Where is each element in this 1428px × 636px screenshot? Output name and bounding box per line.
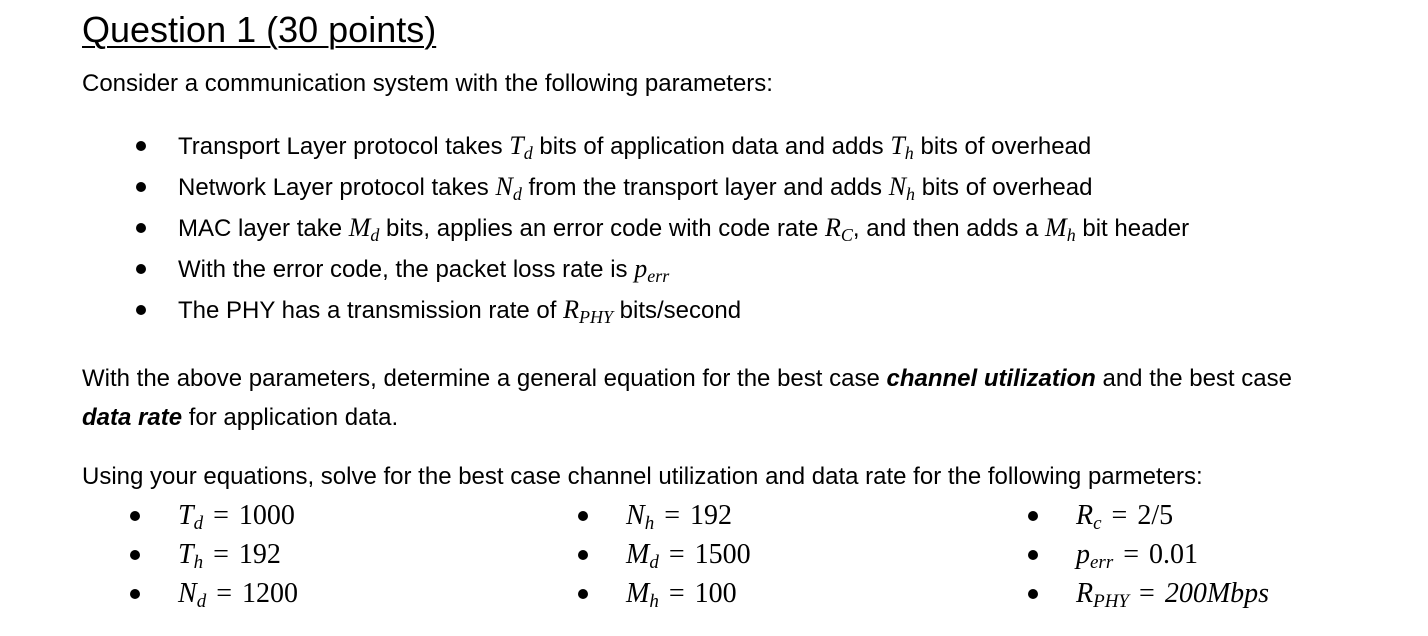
math-var: $M_h$ xyxy=(1045,213,1076,245)
bullet-icon xyxy=(1028,550,1038,560)
value-column-2 xyxy=(530,496,751,613)
bullet-icon xyxy=(136,141,146,151)
emphasis-channel-utilization: channel utilization xyxy=(886,365,1096,392)
math-var: $N_h$ xyxy=(888,172,916,204)
bullet-icon xyxy=(136,223,146,233)
bullet-icon xyxy=(136,182,146,192)
bullet-icon xyxy=(1028,511,1038,521)
parameter-item-loss: With the error code, the packet loss rate is $p_{err}$ xyxy=(82,249,1412,290)
bullet-icon xyxy=(578,550,588,560)
bullet-icon xyxy=(578,589,588,599)
value-item: $M_d = 1500$ xyxy=(530,535,751,574)
bullet-icon xyxy=(136,264,146,274)
question-title: Question 1 (30 points) xyxy=(82,9,437,50)
parameter-item-transport: Transport Layer protocol takes $T_d$ bits of application data and adds $T_h$ bits of overhead xyxy=(82,126,1412,167)
math-var: $M_d$ xyxy=(348,213,380,245)
value-column-1 xyxy=(82,496,298,613)
question-document xyxy=(82,8,1412,493)
math-var: $p_{err}$ xyxy=(634,254,670,286)
math-var: $R_{PHY}$ xyxy=(563,295,613,327)
parameter-item-phy: The PHY has a transmission rate of $R_{PHY}$ bits/second xyxy=(82,290,1412,331)
bullet-icon xyxy=(130,550,140,560)
bullet-icon xyxy=(1028,589,1038,599)
value-column-3 xyxy=(980,496,1269,613)
parameter-list xyxy=(82,126,1412,331)
math-var: $T_h$ xyxy=(890,131,914,163)
value-item: $N_d = 1200$ xyxy=(82,574,298,613)
bullet-icon xyxy=(130,511,140,521)
emphasis-data-rate: data rate xyxy=(82,404,183,431)
value-item: $R_{PHY}$ = 200Mbps xyxy=(980,574,1269,613)
parameter-item-network: Network Layer protocol takes $N_d$ from the transport layer and adds $N_h$ bits of overhead xyxy=(82,167,1412,208)
bullet-icon xyxy=(136,305,146,315)
solve-paragraph: Using your equations, solve for the best case channel utilization and data rate for the following parmeters: xyxy=(82,463,1203,490)
math-var: $T_d$ xyxy=(509,131,533,163)
bullet-icon xyxy=(130,589,140,599)
value-item: $N_h = 192$ xyxy=(530,496,751,535)
task-paragraph: With the above parameters, determine a general equation for the best case channel utilization and the best case data rate for application data. xyxy=(82,365,1292,431)
intro-text: Consider a communication system with the following parameters: xyxy=(82,70,773,97)
value-item: $T_d = 1000$ xyxy=(82,496,298,535)
math-var: $R_C$ xyxy=(824,213,853,245)
parameter-item-mac: MAC layer take $M_d$ bits, applies an error code with code rate $R_C$, and then adds a $M_h$ bit header xyxy=(82,208,1412,249)
value-item: $M_h = 100$ xyxy=(530,574,751,613)
value-item: $T_h = 192$ xyxy=(82,535,298,574)
math-var: $N_d$ xyxy=(495,172,522,204)
bullet-icon xyxy=(578,511,588,521)
value-item: $p_{err} = 0.01$ xyxy=(980,535,1269,574)
value-item: $R_c = 2/5$ xyxy=(980,496,1269,535)
value-list xyxy=(0,496,1330,616)
